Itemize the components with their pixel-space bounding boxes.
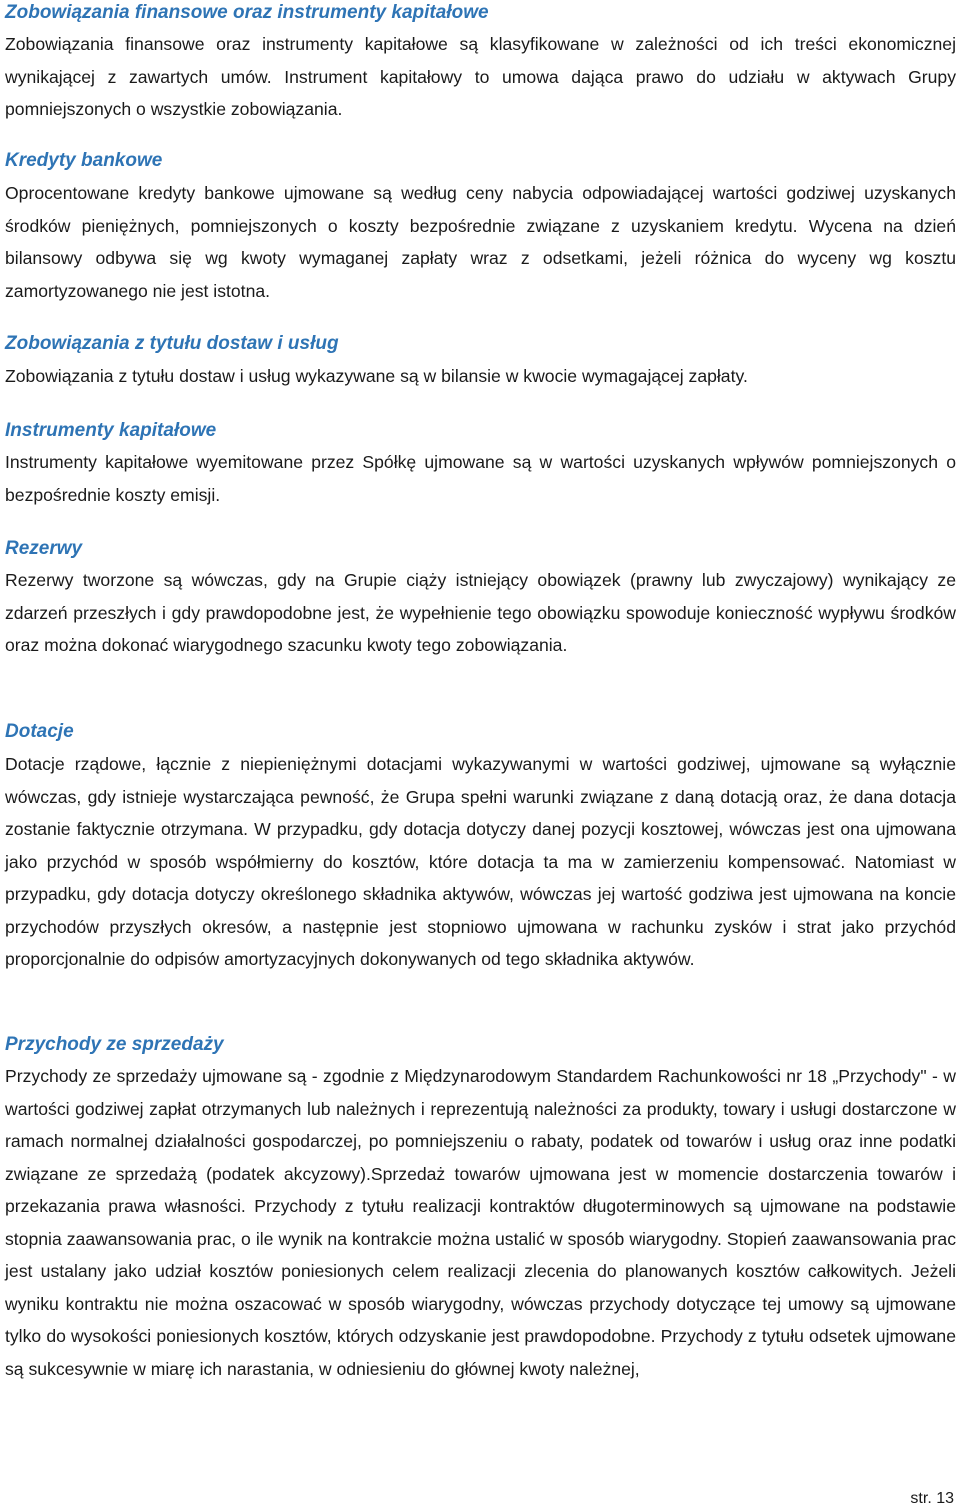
section-text-dotacje: Dotacje rządowe, łącznie z niepieniężnymi dotacjami wykazywanymi w wartości godziwej, ujmowane są wyłącznie wówczas, gdy istnieje wystarczająca pewność, że Grupa spełni warunki związane z daną dotacją oraz, że dana dotacja zostanie faktycznie otrzymana. W przypadku, gdy dotacja dotyczy danej pozycji kosztowej, wówczas jest ona ujmowana jako przychód w sposób współmierny do kosztów, które dotacja ta ma w zamierzeniu kompensować. Natomiast w przypadku, gdy dotacja dotyczy określonego składnika aktywów, wówczas jej wartość godziwa jest ujmowana na koncie przychodów przyszłych okresów, a następnie jest stopniowo ujmowana w rachunku zysków i strat jako przychód proporcjonalnie do odpisów amortyzacyjnych dokonywanych od tego składnika aktywów. [5, 754, 956, 969]
section-text-przychody: Przychody ze sprzedaży ujmowane są - zgodnie z Międzynarodowym Standardem Rachunkowości nr 18 „Przychody" - w wartości godziwej zapłat otrzymanych lub należnych i reprezentują należności za produkty, towary i usługi dostarczone w ramach normalnej działalności gospodarczej, po pomniejszeniu o rabaty, podatek od towarów i usług oraz inne podatki związane ze sprzedażą (podatek akcyzowy).Sprzedaż towarów ujmowana jest w momencie dostarczenia towarów i przekazania prawa własności. Przychody z tytułu realizacji kontraktów długoterminowych są ujmowane na podstawie stopnia zaawansowania prac, o ile wynik na kontrakcie można ustalić w sposób wiarygodny. Stopień zaawansowania prac jest ustalany jako udział kosztów poniesionych celem realizacji zlecenia do planowanych kosztów całkowitych. Jeżeli wyniku kontraktu nie można oszacować w sposób wiarygodny, wówczas przychody dotyczące tej umowy są ujmowane tylko do wysokości poniesionych kosztów, których odzyskanie jest prawdopodobne. Przychody z tytułu odsetek ujmowane są sukcesywnie w miarę ich narastania, w odniesieniu do głównej kwoty należnej, [5, 1066, 956, 1379]
section-title-zobowiazania-finansowe: Zobowiązania finansowe oraz instrumenty kapitałowe [5, 2, 489, 23]
section-text-kredyty-bankowe: Oprocentowane kredyty bankowe ujmowane są według ceny nabycia odpowiadającej wartości godziwej uzyskanych środków pieniężnych, pomniejszonych o koszty bezpośrednie związane z uzyskaniem kredytu. Wycena na dzień bilansowy odbywa się wg kwoty wymaganej zapłaty wraz z odsetkami, jeżeli różnica do wyceny wg kosztu zamortyzowanego nie jest istotna. [5, 183, 956, 301]
section-title-zobowiazania-dostaw: Zobowiązania z tytułu dostaw i usług [5, 333, 339, 354]
section-title-rezerwy: Rezerwy [5, 538, 83, 559]
section-text-zobowiazania-finansowe: Zobowiązania finansowe oraz instrumenty kapitałowe są klasyfikowane w zależności od ich treści ekonomicznej wynikającej z zawartych umów. Instrument kapitałowy to umowa dająca prawo do udziału w aktywach Grupy pomniejszonych o wszystkie zobowiązania. [5, 34, 956, 119]
section-text-zobowiazania-dostaw: Zobowiązania z tytułu dostaw i usług wykazywane są w bilansie w kwocie wymagającej zapłaty. [5, 366, 748, 386]
section-text-instrumenty-kapitalowe: Instrumenty kapitałowe wyemitowane przez Spółkę ujmowane są w wartości uzyskanych wpływów pomniejszonych o bezpośrednie koszty emisji. [5, 452, 956, 505]
section-title-przychody: Przychody ze sprzedaży [5, 1034, 224, 1055]
page-number: str. 13 [910, 1490, 954, 1507]
section-title-kredyty-bankowe: Kredyty bankowe [5, 150, 163, 171]
section-title-instrumenty-kapitalowe: Instrumenty kapitałowe [5, 420, 217, 441]
section-title-dotacje: Dotacje [5, 721, 74, 742]
section-text-rezerwy: Rezerwy tworzone są wówczas, gdy na Grupie ciąży istniejący obowiązek (prawny lub zwyczajowy) wynikający ze zdarzeń przeszłych i gdy prawdopodobne jest, że wypełnienie tego obowiązku spowoduje konieczność wypływu środków oraz można dokonać wiarygodnego szacunku kwoty tego zobowiązania. [5, 570, 956, 655]
